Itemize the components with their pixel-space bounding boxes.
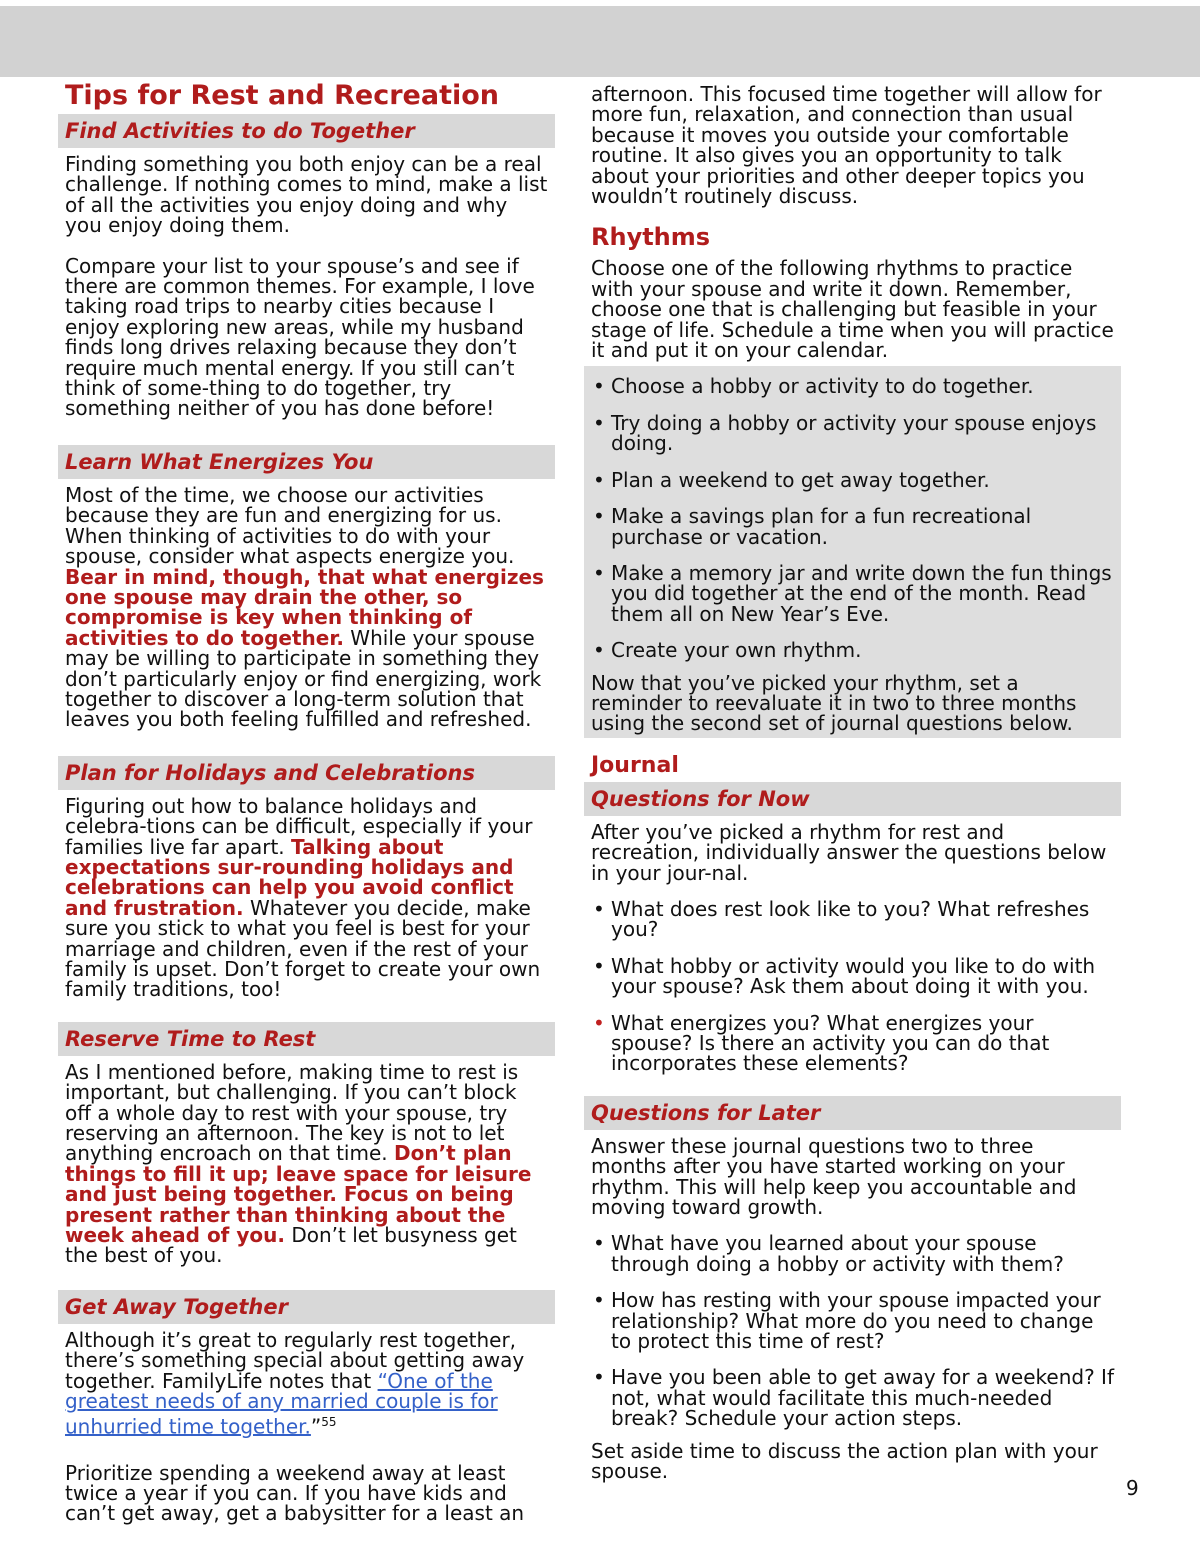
questions-later-intro: Answer these journal questions two to three months after you have started working on your rhythm. This will help keep you accountable and moving toward growth. (591, 1133, 1077, 1220)
bullet-icon: • (593, 374, 605, 399)
questions-later-list (584, 1231, 1121, 1431)
list-item-text: Make a memory jar and write down the fun things you did together at the end of the month. Read them all on New Year’s Eve. (611, 560, 1112, 626)
list-item (591, 638, 1114, 663)
journal-title: Journal (591, 752, 679, 778)
list-item (591, 1365, 1114, 1431)
list-item (591, 1010, 1114, 1076)
get-away-paragraph-1 (58, 1327, 555, 1439)
list-item-text: What does rest look like to you? What refreshes you? (611, 896, 1090, 942)
rhythms-title: Rhythms (591, 223, 711, 252)
bullet-icon: • (593, 410, 605, 435)
header-bar (0, 6, 1200, 77)
list-item (591, 560, 1114, 626)
holidays-paragraph (58, 793, 555, 1002)
list-item-text: What energizes you? What energizes your spouse? Is there an activity you can do that incorporates these elements? (611, 1010, 1050, 1076)
text-span: Whatever you decide, make sure you stick to what you feel is best for your marriage and children, even if the rest of your family is upset. Don’t forget to create your own family traditions, too! (65, 895, 541, 1002)
right-column (584, 78, 1121, 1482)
list-item-text: Try doing a hobby or activity your spouse enjoys doing. (611, 410, 1097, 456)
rhythms-list (584, 374, 1121, 663)
emphasis-text: Talking about expectations sur-rounding holidays and celebrations can help you avoid conflict and frustration. (65, 834, 514, 920)
list-item-text: Create your own rhythm. (611, 638, 862, 663)
list-item (591, 374, 1114, 399)
footnote-marker: 55 (321, 1414, 337, 1429)
bullet-icon: • (593, 896, 605, 921)
list-item (591, 1288, 1114, 1354)
bullet-icon: • (593, 638, 605, 663)
text-span: Most of the time, we choose our activities because they are fun and energizing for us. When thinking of activities to do with your spouse, consider what aspects energize you. (65, 482, 515, 569)
list-item-text: Choose a hobby or activity to do together. (611, 374, 1034, 399)
text-span: Don’t let busyness get the best of you. (65, 1223, 517, 1268)
questions-now-list (584, 896, 1121, 1076)
bullet-icon: • (593, 953, 605, 978)
text-span: While your spouse may be willing to participate in something they don’t particularly enjoy or find energizing, work together to discover a long-term solution that leaves you both feeling fulfilled and refreshed. (65, 625, 542, 732)
text-span: ” (310, 1414, 322, 1439)
list-item-text: Have you been able to get away for a weekend? If not, what would facilitate this much-needed break? Schedule your action steps. (611, 1365, 1114, 1431)
rhythms-outro: Now that you’ve picked your rhythm, set a reminder to reevaluate it in two to three months using the second set of journal questions below. (591, 670, 1077, 736)
list-item-text: Make a savings plan for a fun recreational purchase or vacation. (611, 504, 1032, 549)
section-heading-get-away: Get Away Together (58, 1290, 555, 1324)
text-span: Although it’s great to regularly rest together, there’s something special about getting away together. FamilyLife notes that (65, 1327, 525, 1393)
section-heading-holidays: Plan for Holidays and Celebrations (58, 756, 555, 790)
questions-now-intro: After you’ve picked a rhythm for rest and recreation, individually answer the questions below in your jour-nal. (591, 819, 1107, 885)
page-number: 9 (1126, 1476, 1139, 1500)
bullet-icon: • (593, 1010, 605, 1035)
section-heading-questions-now: Questions for Now (584, 782, 1121, 816)
bullet-icon: • (593, 504, 605, 529)
bullet-icon: • (593, 1288, 605, 1313)
rhythms-intro: Choose one of the following rhythms to practice with your spouse and write it down. Remember, choose one that is challenging but feasible in your stage of life. Schedule a time when you will practice it and put it on your calendar. (591, 256, 1114, 363)
list-item (591, 1233, 1114, 1274)
page-title: Tips for Rest and Recreation (65, 80, 500, 111)
list-item-text: How has resting with your spouse impacted your relationship? What more do you need to change to protect this time of rest? (611, 1288, 1101, 1354)
learn-energizes-paragraph (58, 482, 555, 732)
familylife-quote-link[interactable]: “One of the greatest needs of any married couple is for unhurried time together. (65, 1368, 498, 1439)
list-item-text: What hobby or activity would you like to do with your spouse? Ask them about doing it with you. (611, 953, 1096, 999)
text-span: Figuring out how to balance holidays and celebra-tions can be difficult, especially if your families live far apart. (65, 793, 533, 859)
bullet-icon: • (593, 560, 605, 585)
list-item-text: What have you learned about your spouse through doing a hobby or activity with them? (611, 1231, 1064, 1276)
list-item (591, 410, 1114, 456)
section-heading-questions-later: Questions for Later (584, 1096, 1121, 1130)
bullet-icon: • (593, 1365, 605, 1390)
continuation-paragraph: afternoon. This focused time together will allow for more fun, relaxation, and connection than usual because it moves you outside your comfortable routine. It also gives you an opportunity to talk about your priorities and other deeper topics you wouldn’t routinely discuss. (591, 82, 1102, 209)
text-span: As I mentioned before, making time to rest is important, but challenging. If you can’t block off a whole day to rest with your spouse, try reserving an afternoon. The key is not to let anything encroach on that time. (65, 1059, 519, 1166)
left-column (58, 78, 555, 1524)
list-item (591, 467, 1114, 492)
list-item (591, 896, 1114, 942)
rhythms-box (584, 366, 1121, 737)
emphasis-text: Don’t plan things to fill it up; leave space for leisure and just being together. Focus on being present rather than thinking about the week ahead of you. (65, 1141, 532, 1248)
reserve-time-paragraph (58, 1059, 555, 1268)
list-item-text: Plan a weekend to get away together. (611, 467, 990, 492)
get-away-paragraph-2: Prioritize spending a weekend away at least twice a year if you can. If you have kids and can’t get away, get a babysitter for a least an (65, 1460, 525, 1526)
section-heading-reserve-time: Reserve Time to Rest (58, 1022, 555, 1056)
list-item (591, 953, 1114, 999)
find-activities-paragraph-2: Compare your list to your spouse’s and see if there are common themes. For example, I love taking road trips to nearby cities because I enjoy exploring new areas, while my husband finds long drives relaxing because they don’t require much mental energy. If you still can’t think of some-thing to do together, try something neither of you has done before! (65, 253, 535, 421)
bullet-icon: • (593, 1231, 605, 1256)
section-heading-learn-energizes: Learn What Energizes You (58, 445, 555, 479)
section-heading-find-activities: Find Activities to do Together (58, 114, 555, 148)
find-activities-paragraph-1: Finding something you both enjoy can be a real challenge. If nothing comes to mind, make a list of all the activities you enjoy doing and why you enjoy doing them. (65, 152, 548, 238)
emphasis-text: Bear in mind, though, that what energizes one spouse may drain the other, so compromise is key when thinking of activities to do together. (65, 564, 544, 650)
bullet-icon: • (593, 467, 605, 492)
journal-closing: Set aside time to discuss the action plan with your spouse. (591, 1438, 1098, 1484)
list-item (591, 506, 1114, 547)
